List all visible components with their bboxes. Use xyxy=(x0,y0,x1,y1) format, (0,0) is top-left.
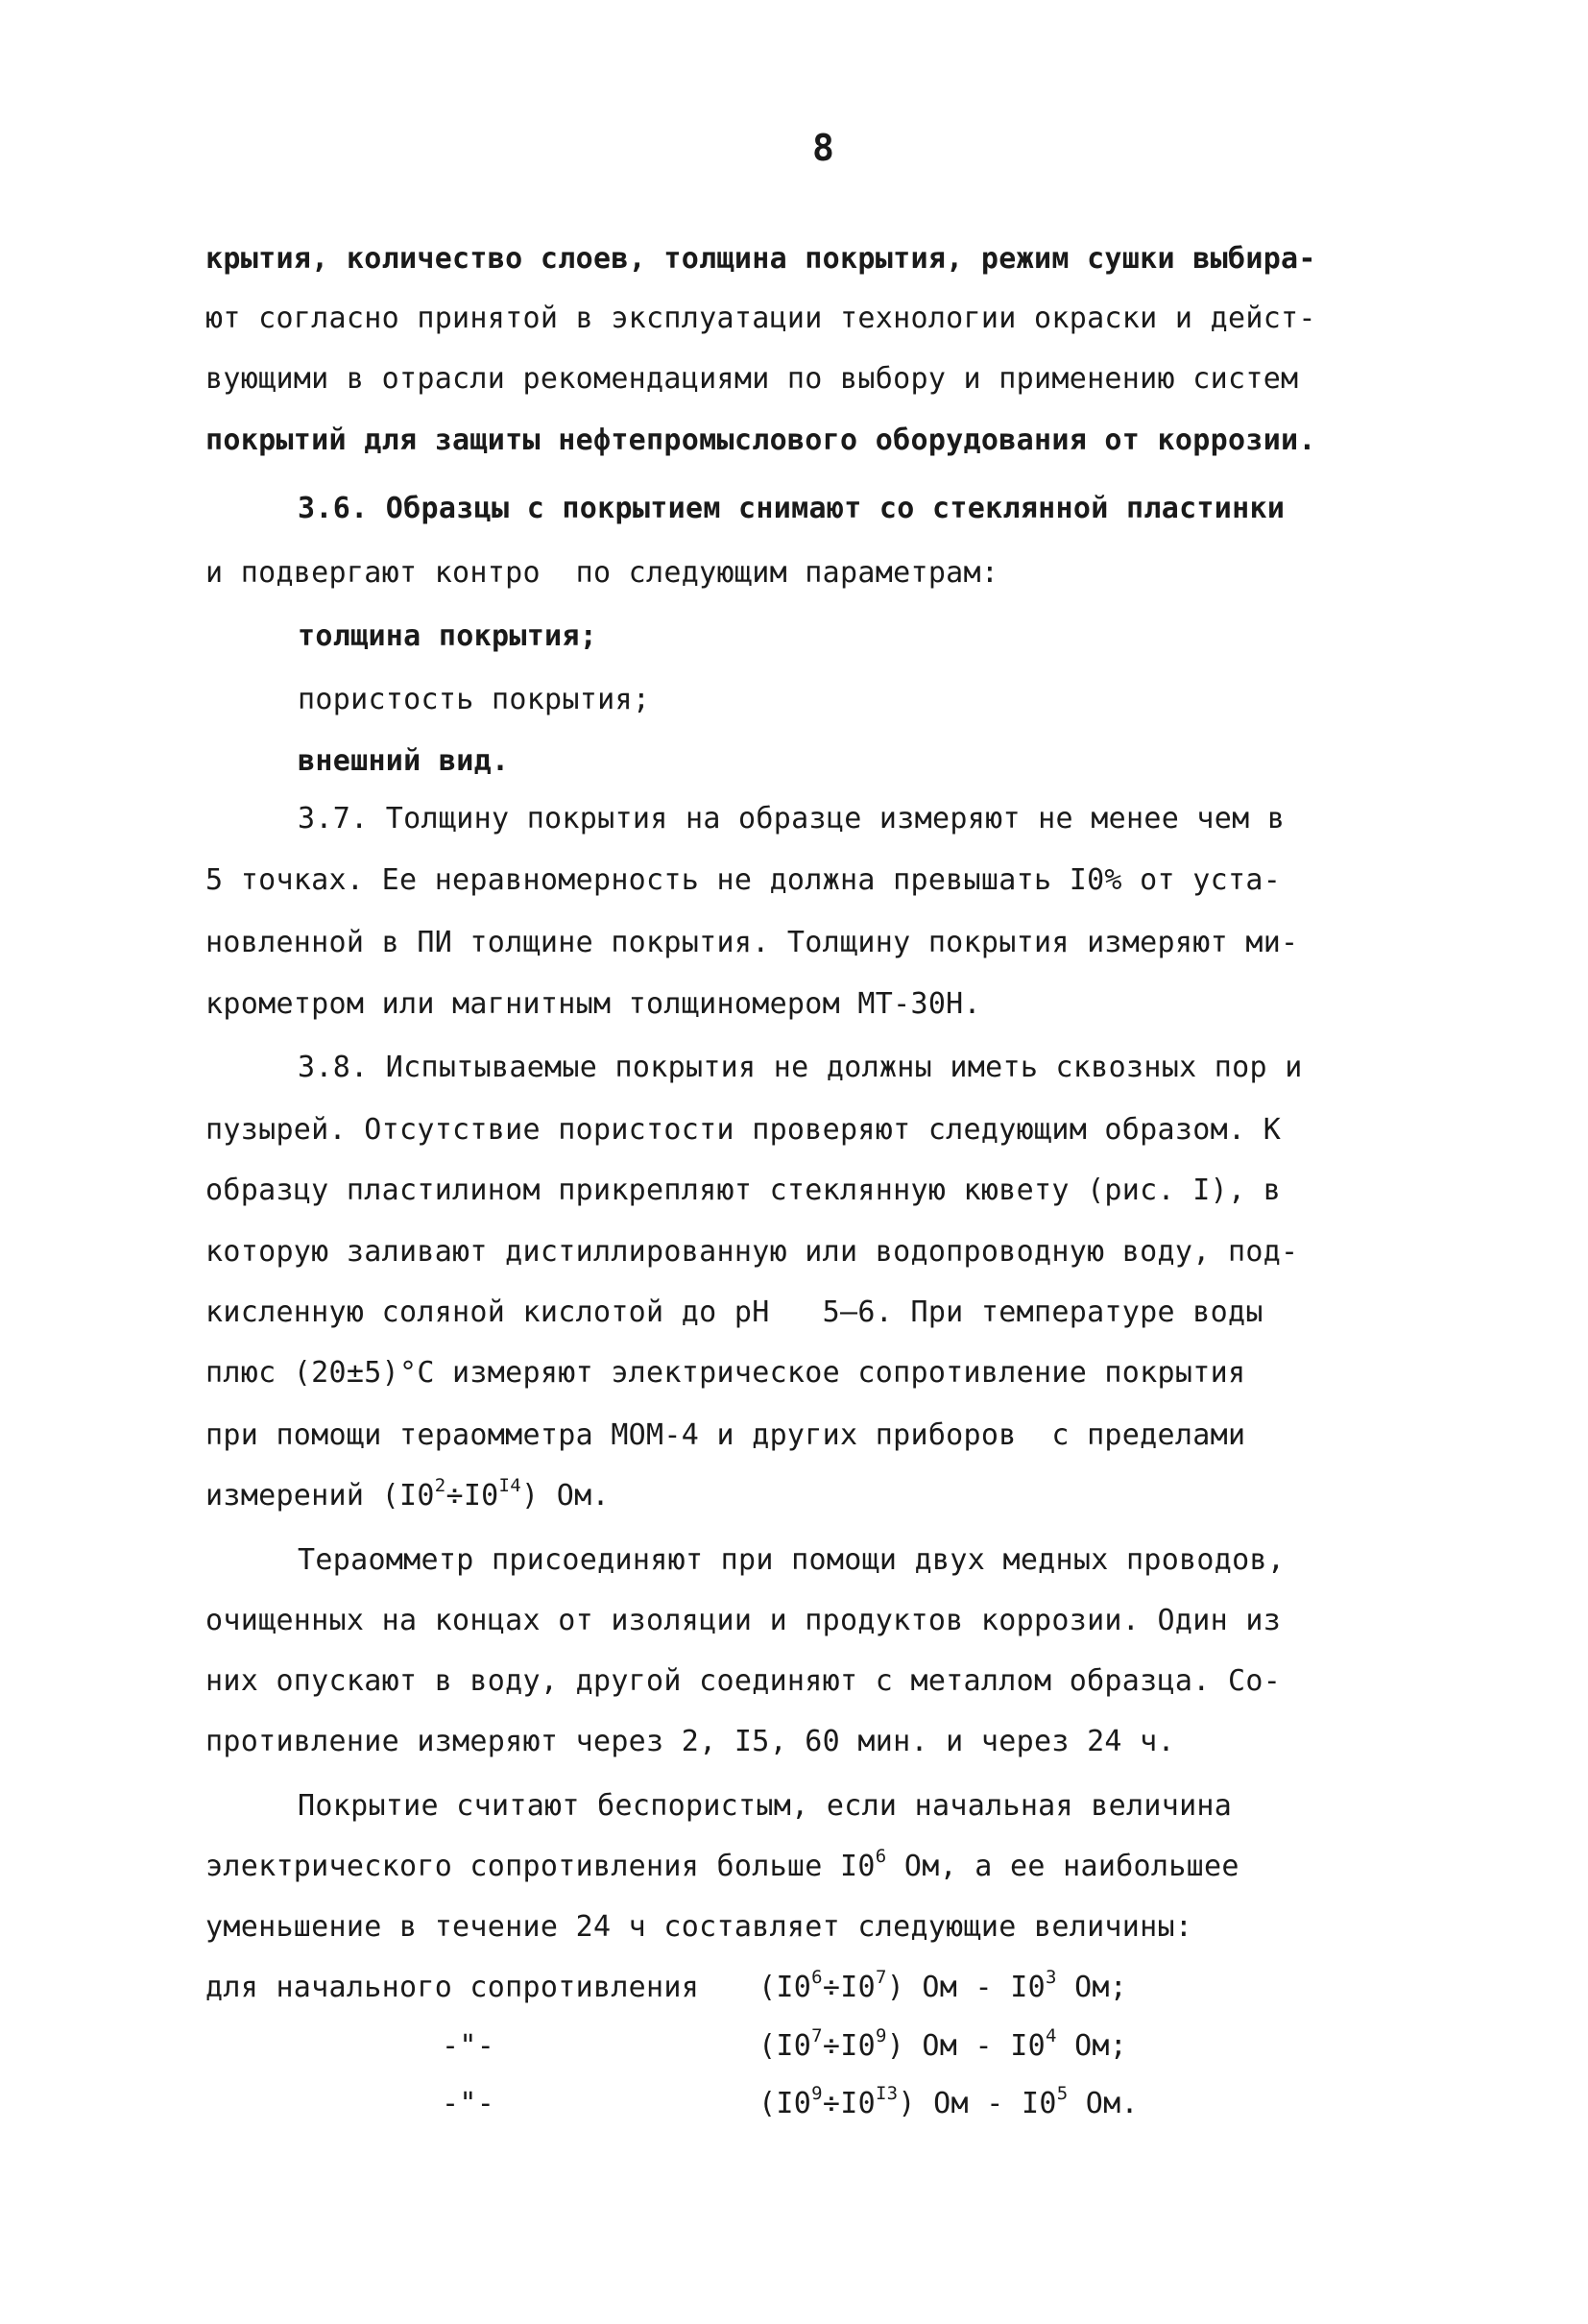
range-value-2: $(I0^7\div I0^9)$ Ом - $I0^4$ Ом; xyxy=(758,2025,1128,2063)
text-line: 5 точках. Ее неравномерность не должна превышать I0% от уста- xyxy=(205,863,1282,897)
resistance-threshold-line: электрического сопротивления больше $I0^6$ Ом, а ее наибольшее xyxy=(205,1846,1239,1883)
text-line: крытия, количество слоев, толщина покрытия, режим сушки выбира- xyxy=(205,242,1316,276)
text-line: ют согласно принятой в эксплуатации технологии окраски и дейст- xyxy=(205,302,1316,335)
page-number: 8 xyxy=(812,127,834,169)
text-line: плюс (20±5)°С измеряют электрическое сопротивление покрытия xyxy=(205,1356,1246,1390)
text-line: них опускают в воду, другой соединяют с металлом образца. Со- xyxy=(205,1664,1282,1698)
text-line: кисленную соляной кислотой до рН 5–6. При температуре воды xyxy=(205,1295,1263,1329)
section-heading: 3.7. Толщину покрытия на образце измеряют не менее чем в xyxy=(298,802,1286,835)
list-item: пористость покрытия; xyxy=(298,683,651,716)
text-line: которую заливают дистиллированную или водопроводную воду, под- xyxy=(205,1235,1299,1269)
range-label: для начального сопротивления xyxy=(205,1971,700,2004)
paragraph-start: Тераомметр присоединяют при помощи двух медных проводов, xyxy=(298,1543,1286,1577)
text-line: уменьшение в течение 24 ч составляет следующие величины: xyxy=(205,1910,1193,1944)
range-value-1: $(I0^6\div I0^7)$ Ом - $I0^3$ Ом; xyxy=(758,1967,1128,2004)
section-heading: 3.8. Испытываемые покрытия не должны иметь сквозных пор и xyxy=(298,1051,1303,1084)
list-item: толщина покрытия; xyxy=(298,619,598,653)
text-line: образцу пластилином прикрепляют стеклянную кювету (рис. I), в xyxy=(205,1174,1282,1207)
text-line: пузырей. Отсутствие пористости проверяют следующим образом. К xyxy=(205,1113,1282,1147)
text-line: очищенных на концах от изоляции и продуктов коррозии. Один из xyxy=(205,1604,1282,1637)
ditto-mark: -"- xyxy=(442,2029,495,2063)
list-item: внешний вид. xyxy=(298,744,510,778)
paragraph-start: Покрытие считают беспористым, если начальная величина xyxy=(298,1789,1233,1823)
section-heading: 3.6. Образцы с покрытием снимают со стеклянной пластинки xyxy=(298,492,1286,525)
text-line: при помощи тераомметра МОМ-4 и других приборов с пределами xyxy=(205,1418,1246,1452)
text-line: покрытий для защиты нефтепромыслового оборудования от коррозии. xyxy=(205,424,1316,457)
text-line: вующими в отрасли рекомендациями по выбору и применению систем xyxy=(205,362,1299,396)
text-line: и подвергают контро по следующим параметрам: xyxy=(205,556,999,590)
measurement-range-line: измерений $(I0^2\div I0^{I4})$ Ом. xyxy=(205,1475,610,1513)
ditto-mark: -"- xyxy=(442,2087,495,2120)
text-line: противление измеряют через 2, I5, 60 мин. и через 24 ч. xyxy=(205,1725,1175,1758)
text-line: новленной в ПИ толщине покрытия. Толщину покрытия измеряют ми- xyxy=(205,926,1299,959)
text-line: крометром или магнитным толщиномером МТ-30Н. xyxy=(205,987,981,1021)
range-value-3: $(I0^9\div I0^{I3})$ Ом - $I0^5$ Ом. xyxy=(758,2083,1139,2120)
